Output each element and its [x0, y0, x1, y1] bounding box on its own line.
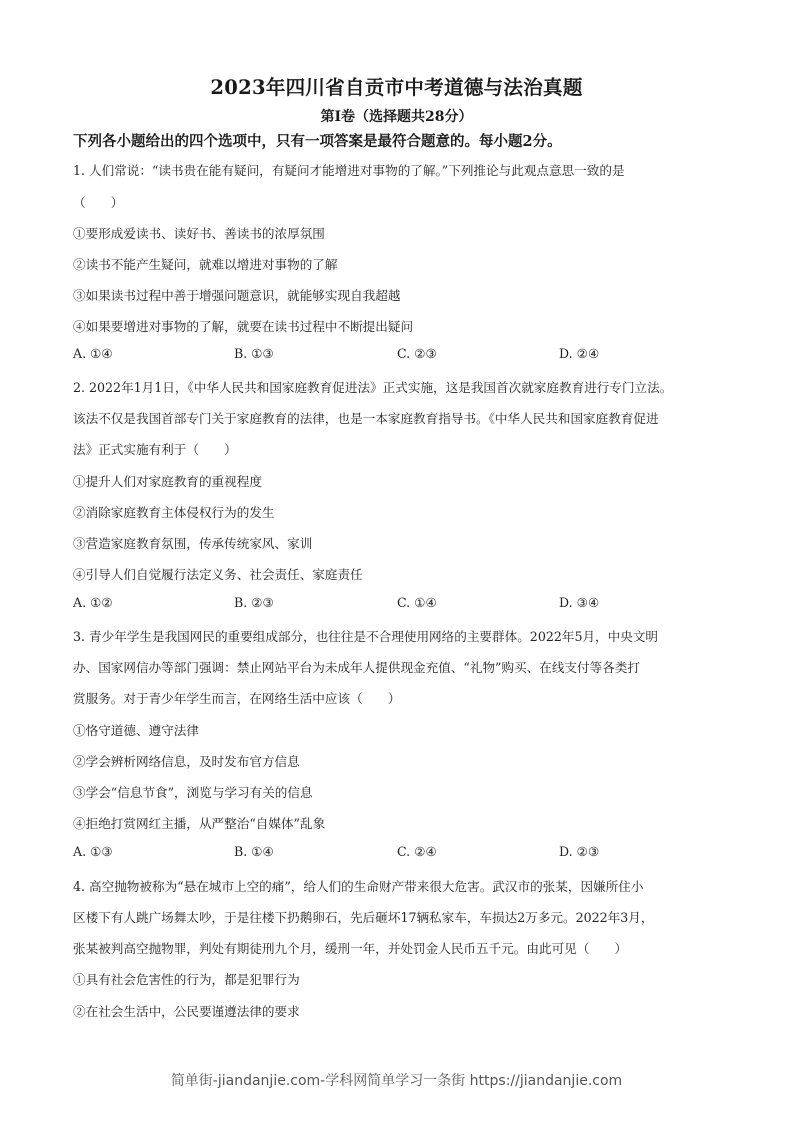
- page-title: 2023年四川省自贡市中考道德与法治真题: [210, 76, 583, 99]
- statement: ①恪守道德、遵守法律: [73, 723, 199, 738]
- statement: ①要形成爱读书、读好书、善读书的浓厚氛围: [73, 226, 325, 241]
- question-stem-line: （ ）: [73, 195, 124, 210]
- statement: ②读书不能产生疑问，就难以增进对事物的了解: [73, 257, 338, 272]
- question-stem-line: 3. 青少年学生是我国网民的重要组成部分，也往往是不合理使用网络的主要群体。2022年5月，中央文明: [73, 629, 659, 644]
- option-b: B. ①③: [234, 346, 274, 361]
- instruction-text: 下列各小题给出的四个选项中，只有一项答案是最符合题意的。每小题2分。: [73, 133, 562, 150]
- option-a: A. ①④: [73, 346, 113, 361]
- option-d: D. ②④: [559, 346, 600, 361]
- question-stem-line: 法》正式实施有利于（ ）: [73, 442, 237, 457]
- statement: ①提升人们对家庭教育的重视程度: [73, 474, 262, 489]
- statement: ②消除家庭教育主体侵权行为的发生: [73, 505, 275, 520]
- statement: ①具有社会危害性的行为，都是犯罪行为: [73, 972, 300, 987]
- option-c: C. ①④: [397, 595, 437, 610]
- statement: ④如果要增进对事物的了解，就要在读书过程中不断提出疑问: [73, 319, 414, 334]
- question-stem-line: 办、国家网信办等部门强调：禁止网站平台为未成年人提供现金充值、“礼物”购买、在线支付等各类打: [73, 660, 641, 675]
- question-stem-line: 区楼下有人跳广场舞太吵，于是往楼下扔鹅卵石，先后砸坏17辆私家车，车损达2万多元。2022年3月，: [73, 910, 654, 925]
- option-b: B. ②③: [234, 595, 274, 610]
- section-heading: 第I卷（选择题共28分）: [320, 109, 473, 125]
- question-stem-line: 4. 高空抛物被称为“悬在城市上空的痛”，给人们的生命财产带来很大危害。武汉市的张某，因嫌所住小: [73, 879, 644, 894]
- question-stem-line: 1. 人们常说：“读书贵在能有疑问，有疑问才能增进对事物的了解。”下列推论与此观点意思一致的是: [73, 163, 625, 178]
- statement: ②学会辨析网络信息，及时发布官方信息: [73, 754, 300, 769]
- question-stem-line: 张某被判高空抛物罪，判处有期徒刑九个月，缓刑一年，并处罚金人民币五千元。由此可见（ ）: [73, 941, 628, 956]
- option-c: C. ②④: [397, 844, 437, 859]
- statement: ④拒绝打赏网红主播，从严整治“自媒体”乱象: [73, 816, 326, 831]
- option-a: A. ①②: [73, 595, 113, 610]
- option-d: D. ③④: [559, 595, 600, 610]
- question-stem-line: 赏服务。对于青少年学生而言，在网络生活中应该（ ）: [73, 691, 401, 706]
- question-stem-line: 该法不仅是我国首部专门关于家庭教育的法律，也是一本家庭教育指导书。《中华人民共和国家庭教育促进: [73, 411, 659, 426]
- option-c: C. ②③: [397, 346, 437, 361]
- statement: ③如果读书过程中善于增强问题意识，就能够实现自我超越: [73, 288, 401, 303]
- statement: ②在社会生活中，公民要谨遵法律的要求: [73, 1004, 300, 1019]
- footer-watermark: 简单街-jiandanjie.com-学科网简单学习一条街 https://jiandanjie.com: [170, 1073, 623, 1089]
- option-b: B. ①④: [234, 844, 274, 859]
- statement: ③营造家庭教育氛围，传承传统家风、家训: [73, 536, 313, 551]
- option-d: D. ②③: [559, 844, 600, 859]
- option-a: A. ①③: [73, 844, 113, 859]
- statement: ③学会“信息节食”，浏览与学习有关的信息: [73, 785, 313, 800]
- statement: ④引导人们自觉履行法定义务、社会责任、家庭责任: [73, 567, 363, 582]
- question-stem-line: 2. 2022年1月1日，《中华人民共和国家庭教育促进法》正式实施，这是我国首次就家庭教育进行专门立法。: [73, 380, 673, 395]
